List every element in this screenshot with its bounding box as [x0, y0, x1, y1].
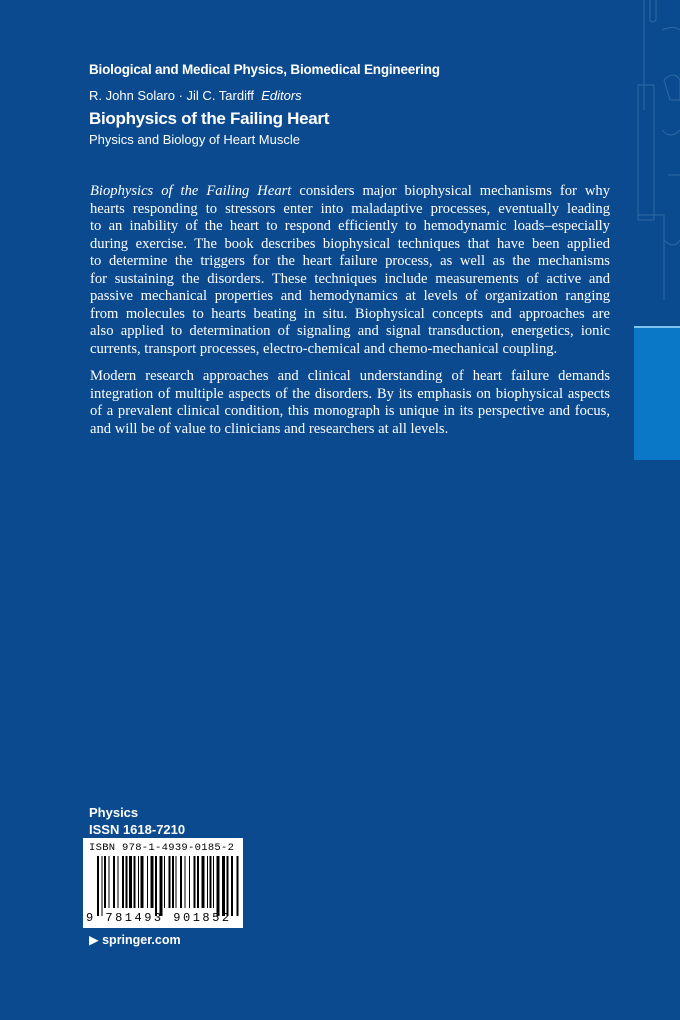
editor-names: R. John Solaro · Jil C. Tardiff — [89, 88, 254, 103]
barcode-bar — [141, 856, 144, 908]
barcode-bar — [164, 856, 165, 908]
book-title-italic: Biophysics of the Failing Heart — [90, 183, 292, 199]
barcode-bar — [197, 856, 199, 908]
barcode-bars — [97, 856, 239, 916]
isbn-barcode — [83, 838, 243, 928]
description-line — [90, 323, 610, 341]
barcode-bar — [122, 856, 124, 908]
description-paragraph-1 — [90, 183, 610, 358]
book-subtitle: Physics and Biology of Heart Muscle — [89, 132, 300, 147]
description-line — [90, 306, 610, 324]
barcode-bar — [113, 856, 115, 908]
ean-digits: 9 781493 901852 — [86, 911, 232, 925]
description-line-text: to determine the triggers for the heart failure process, as well as the mechanisms — [90, 253, 610, 269]
description-line-text: to an inability of the heart to respond efficiently to hemodynamic loads–especially — [90, 218, 610, 234]
subject-label: Physics — [89, 805, 139, 820]
description-line-text: from molecules to hearts beating in situ. Biophysical concepts and approaches are — [90, 305, 610, 322]
description-line-text: for sustaining the disorders. These techniques include measurements of active and — [90, 270, 610, 287]
barcode-bar — [126, 856, 128, 908]
description-line — [90, 386, 610, 404]
barcode-bar — [227, 856, 229, 916]
arrow-right-icon: ▶ — [89, 933, 99, 947]
description-line-text: integration of multiple aspects of the disorders. By its emphasis on biophysical aspects — [90, 385, 610, 402]
barcode-bar — [217, 856, 220, 916]
description-line — [90, 288, 610, 306]
barcode-bar — [202, 856, 205, 908]
barcode-bar — [176, 856, 177, 908]
barcode-bar — [104, 856, 106, 908]
isbn-text: ISBN 978-1-4939-0185-2 — [89, 842, 235, 854]
editors — [89, 88, 302, 103]
description-line-text: during exercise. The book describes biophysical techniques that have been applied — [90, 235, 610, 252]
website-text: springer.com — [102, 933, 181, 947]
series-name: Biological and Medical Physics, Biomedical Engineering — [89, 62, 440, 77]
barcode-bar — [180, 856, 182, 908]
website-link[interactable] — [89, 932, 181, 947]
barcode-bar — [222, 856, 225, 916]
barcode-bar — [134, 856, 136, 908]
description-line-text: of a prevalent clinical condition, this monograph is unique in its perspective and focus, — [90, 403, 610, 419]
barcode-bar — [109, 856, 110, 908]
barcode-bar — [138, 856, 139, 908]
description-line — [90, 236, 610, 254]
barcode-bar — [151, 856, 154, 908]
barcode-bar — [129, 856, 132, 908]
description-line — [90, 253, 610, 271]
decorative-pattern — [634, 0, 680, 325]
barcode-bar — [207, 856, 208, 908]
description-line — [90, 341, 610, 359]
editors-role: Editors — [261, 88, 302, 103]
barcode-bar — [118, 856, 119, 908]
barcode-bar — [231, 856, 233, 916]
description-paragraph-2 — [90, 368, 610, 438]
description-line — [90, 368, 610, 386]
description-line-text: Modern research approaches and clinical understanding of heart failure demands — [90, 368, 610, 384]
spine-accent-block — [634, 326, 680, 460]
description-line-text: considers major biophysical mechanisms for why — [291, 183, 610, 199]
description-line — [90, 183, 610, 201]
description-line-text: currents, transport processes, electro-chemical and chemo-mechanical coupling. — [90, 340, 558, 357]
barcode-bar — [169, 856, 171, 908]
barcode-bar — [102, 856, 103, 916]
description-line-text: also applied to determination of signaling and signal transduction, energetics, ionic — [90, 323, 610, 339]
barcode-bar — [147, 856, 148, 908]
description-line — [90, 421, 610, 439]
description-line-text: hearts responding to stressors enter into maladaptive processes, eventually leading — [90, 200, 610, 217]
barcode-bar — [194, 856, 196, 908]
description-line — [90, 271, 610, 289]
issn-label: ISSN 1618-7210 — [89, 822, 186, 837]
book-title: Biophysics of the Failing Heart — [89, 109, 330, 128]
barcode-bar — [213, 856, 214, 908]
description-line-text: passive mechanical properties and hemodynamics at levels of organization ranging — [90, 288, 610, 304]
description-line — [90, 218, 610, 236]
barcode-bar — [210, 856, 212, 908]
barcode-bar — [189, 856, 190, 908]
barcode-bar — [155, 856, 157, 916]
barcode-bar — [185, 856, 186, 908]
barcode-bar — [172, 856, 174, 908]
description-line — [90, 201, 610, 219]
barcode-bar — [237, 856, 239, 916]
barcode-bar — [97, 856, 99, 916]
description-line-text: and will be of value to clinicians and researchers at all levels. — [90, 420, 449, 437]
description-line — [90, 403, 610, 421]
barcode-bar — [160, 856, 163, 916]
